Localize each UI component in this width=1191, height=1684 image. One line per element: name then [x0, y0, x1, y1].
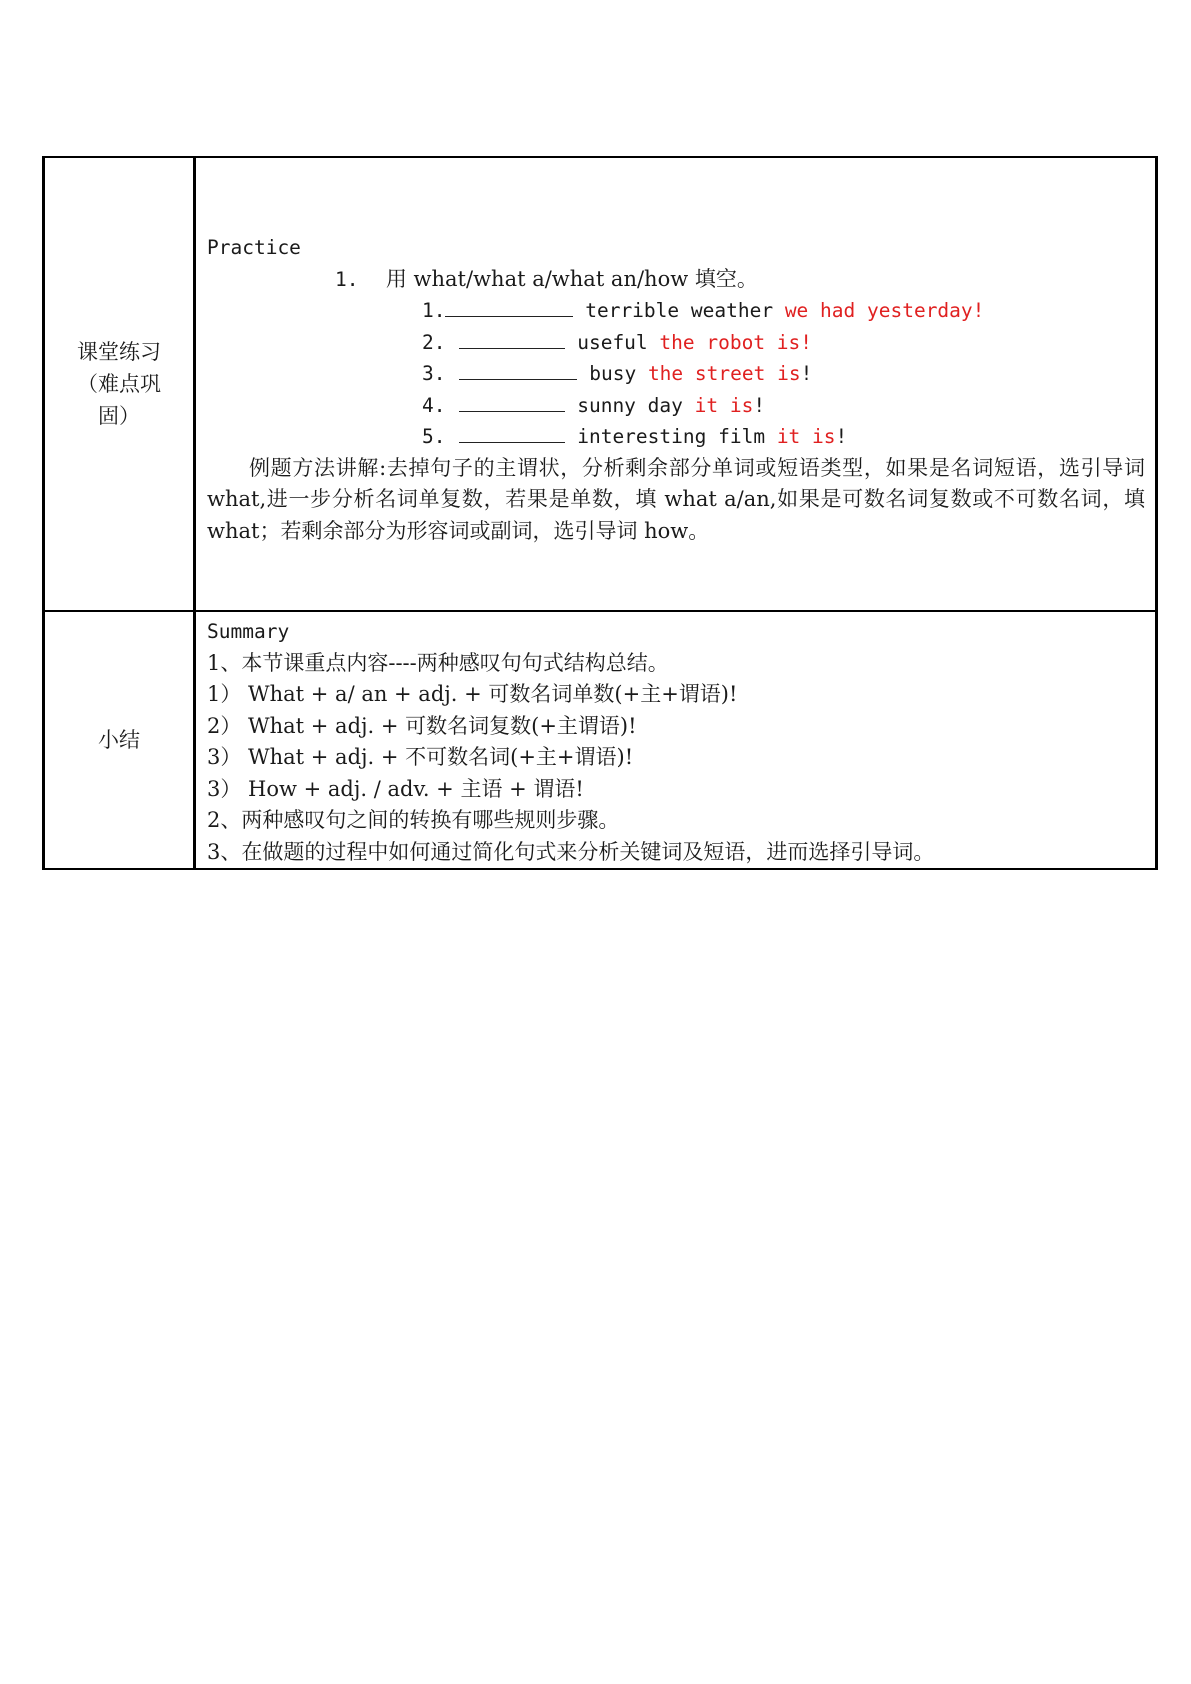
- summary-line: 1） What + a/ an + adj. + 可数名词单数(+主+谓语)!: [207, 682, 738, 706]
- item-red-words: we had yesterday!: [784, 299, 985, 322]
- summary-line: 3） How + adj. / adv. + 主语 + 谓语!: [207, 776, 584, 801]
- summary-line: 1、本节课重点内容----两种感叹句句式结构总结。: [207, 650, 669, 675]
- item-red-words: it is: [776, 425, 836, 448]
- summary-line: 2） What + adj. + 可数名词复数(+主谓语)!: [207, 713, 637, 738]
- item-number: 4.: [422, 393, 446, 417]
- summary-content-cell: [195, 611, 1157, 869]
- summary-label-cell: [44, 611, 195, 869]
- exercise-item-1: [207, 295, 1147, 327]
- item-number: 2.: [422, 330, 446, 354]
- item-red-words: the street is: [647, 362, 801, 385]
- practice-heading: Practice: [207, 236, 301, 259]
- practice-label: 课堂练习（难点巩固）: [77, 340, 161, 428]
- item-number: 5.: [422, 425, 446, 448]
- item-number: 1.: [422, 299, 446, 322]
- method-explanation: 例题方法讲解:去掉句子的主谓状，分析剩余部分单词或短语类型，如果是名词短语，选引导词 what,进一步分析名词单复数，若果是单数，填 what a/an,如果是可数名词复数或不可数名词，填 what；若剩余部分为形容词或副词，选引导词 how。: [207, 455, 1145, 543]
- summary-line: 3、在做题的过程中如何通过简化句式来分析关键词及短语，进而选择引导词。: [207, 839, 935, 864]
- exercise-item-3: [207, 358, 1147, 390]
- answer-blank[interactable]: [459, 422, 565, 443]
- answer-blank[interactable]: [459, 328, 565, 349]
- item-number: 3.: [422, 362, 446, 385]
- item-tail: !: [835, 425, 848, 448]
- practice-row: [44, 157, 1157, 611]
- item-words: useful: [565, 330, 660, 354]
- summary-heading: Summary: [207, 620, 290, 643]
- item-tail: !: [753, 393, 766, 417]
- summary-line: 2、两种感叹句之间的转换有哪些规则步骤。: [207, 808, 620, 832]
- item-words: sunny day: [565, 393, 695, 417]
- task-number: 1.: [335, 267, 359, 291]
- task-line: [207, 264, 1147, 296]
- task-text: 用 what/what a/what an/how 填空。: [385, 266, 758, 291]
- exercise-item-2: [207, 327, 1147, 359]
- summary-row: [44, 611, 1157, 869]
- practice-content-cell: [195, 157, 1157, 611]
- answer-blank[interactable]: [445, 296, 573, 317]
- exercise-item-5: [207, 421, 1147, 453]
- item-red-words: the robot is!: [659, 330, 813, 354]
- exercise-item-4: [207, 390, 1147, 422]
- answer-blank[interactable]: [459, 391, 565, 412]
- item-red-words: it is: [694, 393, 754, 417]
- summary-label: 小结: [98, 728, 140, 752]
- item-tail: !: [800, 362, 813, 385]
- practice-label-cell: [44, 157, 195, 611]
- item-words: interesting film: [565, 425, 777, 448]
- lesson-table: [42, 156, 1158, 870]
- item-words: terrible weather: [573, 299, 785, 322]
- answer-blank[interactable]: [459, 359, 577, 380]
- summary-line: 3） What + adj. + 不可数名词(+主+谓语)!: [207, 745, 634, 769]
- item-words: busy: [577, 362, 648, 385]
